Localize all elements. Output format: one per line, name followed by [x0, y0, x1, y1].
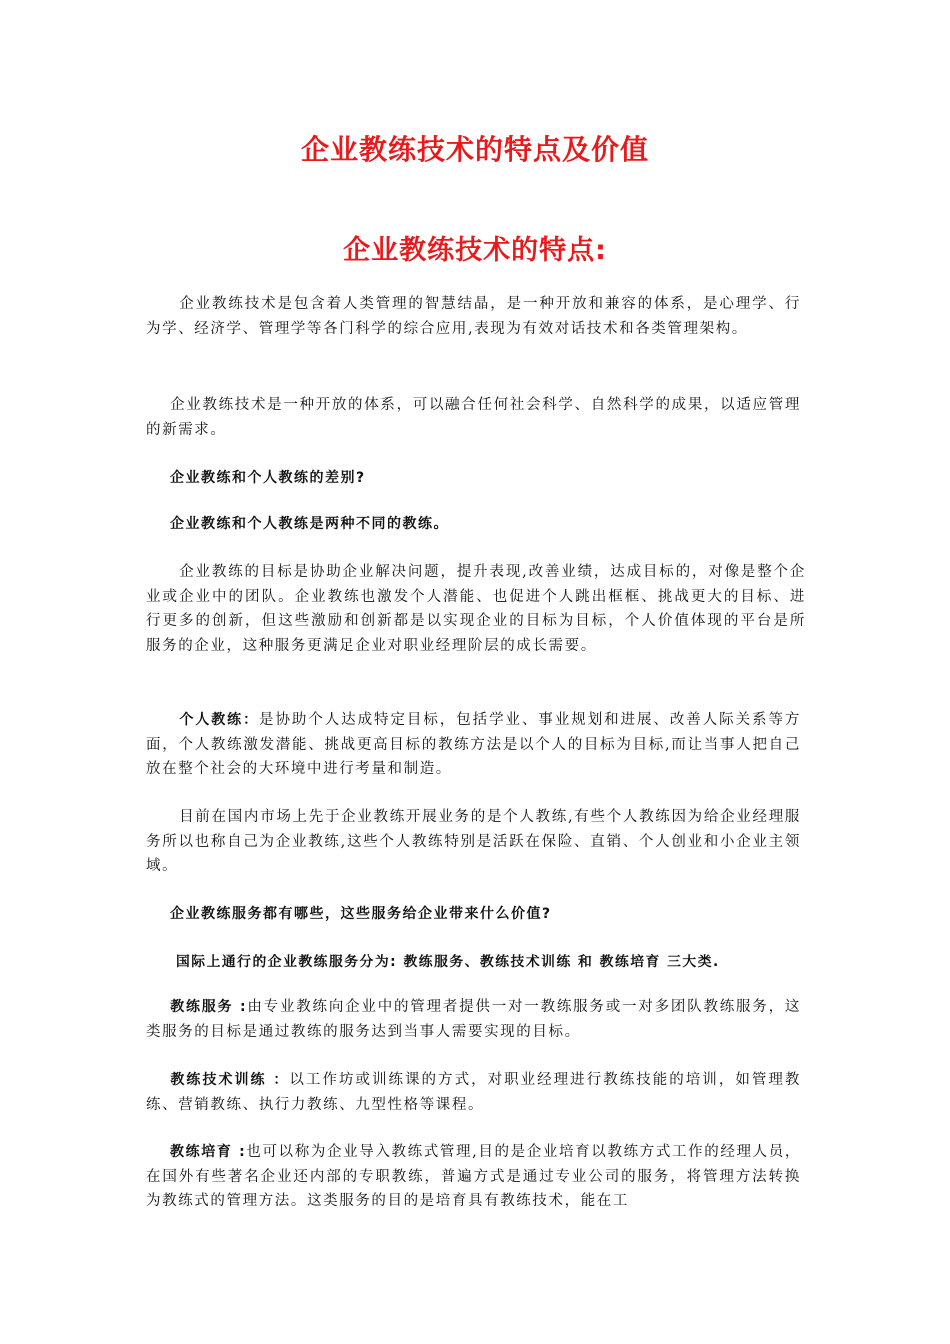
paragraph-enterprise-coach-text: 企业教练的目标是协助企业解决问题，提升表现,改善业绩，达成目标的，对像是整个企业或企业中的团队。企业教练也激发个人潜能、也促进个人跳出框框、挑战更大的目标、进行更多的创新，但这些激励和创新都是以实现企业的目标为目标，个人价值体现的平台是所服务的企业，这种服务更满足企业对职业经理阶层的成长需要。 [146, 564, 806, 654]
heading-services-categories: 国际上通行的企业教练服务分为: 教练服务、教练技术训练 和 教练培育 三大类. [176, 954, 720, 970]
paragraph-coaching-training-text: 以工作坊或训练课的方式，对职业经理进行教练技能的培训，如管理教练、营销教练、执行力教练、九型性格等课程。 [146, 1072, 801, 1113]
section-title: 企业教练技术的特点: [343, 235, 607, 266]
paragraph-open-system-text: 企业教练技术是一种开放的体系，可以融合任何社会科学、自然科学的成果，以适应管理的新需求。 [146, 397, 801, 438]
paragraph-intro-text: 企业教练技术是包含着人类管理的智慧结晶，是一种开放和兼容的体系，是心理学、行为学、经济学、管理学等各门科学的综合应用,表现为有效对话技术和各类管理架构。 [146, 296, 801, 337]
paragraph-personal-coach [146, 708, 801, 782]
paragraph-coaching-cultivation-text: 也可以称为企业导入教练式管理,目的是企业培育以教练方式工作的经理人员，在国外有些著名企业还内部的专职教练，普遍方式是通过专业公司的服务，将管理方法转换为教练式的管理方法。这类服务的目的是培育具有教练技术，能在工 [146, 1144, 801, 1209]
paragraph-coaching-cultivation [146, 1140, 801, 1214]
heading-difference-answer: 企业教练和个人教练是两种不同的教练。 [170, 516, 449, 532]
document-title: 企业教练技术的特点及价值 [300, 133, 649, 166]
paragraph-personal-coach-text: 是协助个人达成特定目标，包括学业、事业规划和进展、改善人际关系等方面，个人教练激发潜能、挑战更高目标的教练方法是以个人的目标为目标,而让当事人把自己放在整个社会的大环境中进行考量和制造。 [146, 712, 802, 777]
paragraph-open-system [146, 393, 801, 442]
paragraph-enterprise-coach [146, 560, 806, 658]
paragraph-domestic-market-text: 目前在国内市场上先于企业教练开展业务的是个人教练,有些个人教练因为给企业经理服务所以也称自己为企业教练,这些个人教练特别是活跃在保险、直销、个人创业和小企业主领域。 [146, 809, 801, 874]
paragraph-domestic-market [146, 805, 801, 879]
heading-services-question: 企业教练服务都有哪些，这些服务给企业带来什么价值? [170, 906, 552, 922]
coaching-training-label: 教练技术训练 ： [170, 1072, 290, 1088]
heading-difference-question: 企业教练和个人教练的差别? [170, 470, 366, 486]
coaching-cultivation-label: 教练培育 : [170, 1144, 247, 1160]
paragraph-coaching-service [146, 995, 801, 1044]
paragraph-coaching-service-text: 由专业教练向企业中的管理者提供一对一教练服务或一对多团队教练服务，这类服务的目标是通过教练的服务达到当事人需要实现的目标。 [146, 999, 801, 1040]
coaching-service-label: 教练服务 : [170, 999, 248, 1015]
personal-coach-label: 个人教练： [179, 712, 260, 728]
paragraph-intro [146, 292, 801, 341]
paragraph-coaching-training [146, 1068, 801, 1117]
